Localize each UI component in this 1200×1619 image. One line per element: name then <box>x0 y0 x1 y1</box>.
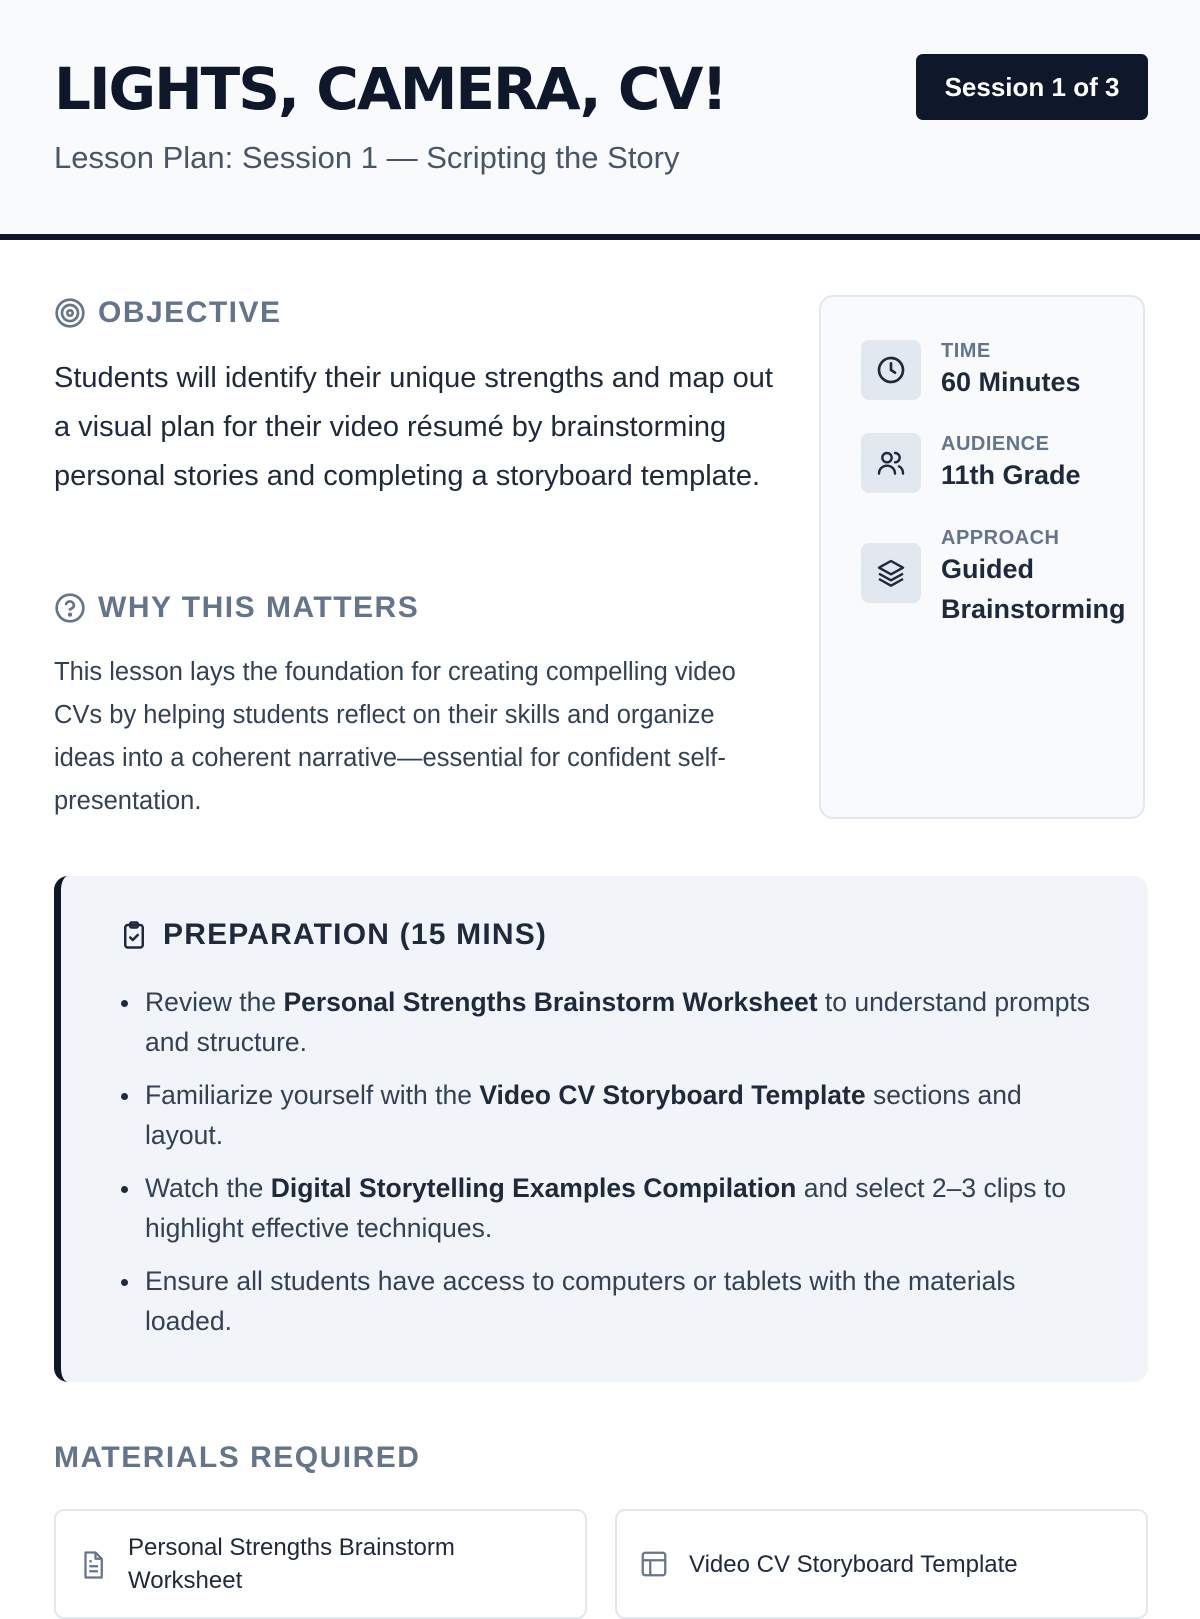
layout-icon <box>639 1549 669 1579</box>
material-label: Video CV Storyboard Template <box>689 1551 1018 1578</box>
list-item: Ensure all students have access to computers or tablets with the materials loaded. <box>145 1261 1095 1341</box>
info-approach-value: Guided Brainstorming <box>941 554 1126 624</box>
why-heading-label: WHY THIS MATTERS <box>98 591 420 624</box>
preparation-list <box>145 982 1095 1354</box>
session-badge: Session 1 of 3 <box>916 54 1148 120</box>
document-icon <box>78 1549 108 1581</box>
layers-icon <box>861 543 921 603</box>
target-icon <box>54 297 86 329</box>
page-subtitle: Lesson Plan: Session 1 — Scripting the Story <box>54 140 680 175</box>
material-card-worksheet[interactable] <box>54 1509 587 1619</box>
clock-icon <box>861 340 921 400</box>
clipboard-check-icon <box>119 919 149 951</box>
objective-heading <box>54 296 282 330</box>
preparation-heading <box>119 918 547 952</box>
material-card-storyboard[interactable] <box>615 1509 1148 1619</box>
help-circle-icon <box>54 592 86 624</box>
objective-heading-label: OBJECTIVE <box>98 296 282 329</box>
info-time-value: 60 Minutes <box>941 367 1081 397</box>
info-card <box>819 295 1145 819</box>
material-label: Personal Strengths Brainstorm Worksheet <box>128 1534 455 1594</box>
page-title: LIGHTS, CAMERA, CV! <box>54 55 726 123</box>
list-item: Review the Personal Strengths Brainstorm Worksheet to understand prompts and structure. <box>145 982 1095 1062</box>
preparation-section <box>54 876 1148 1382</box>
objective-text: Students will identify their unique strengths and map out a visual plan for their video résumé by brainstorming personal stories and completing a storyboard template. <box>54 362 773 492</box>
info-audience-value: 11th Grade <box>941 460 1081 490</box>
info-time-label: TIME <box>941 340 991 362</box>
list-item: Familiarize yourself with the Video CV Storyboard Template sections and layout. <box>145 1075 1095 1155</box>
list-item: Watch the Digital Storytelling Examples Compilation and select 2–3 clips to highlight effective techniques. <box>145 1168 1095 1248</box>
preparation-heading-label: PREPARATION (15 MINS) <box>163 918 548 951</box>
materials-heading: MATERIALS REQUIRED <box>54 1441 421 1474</box>
page-header <box>0 0 1200 240</box>
users-icon <box>861 433 921 493</box>
why-heading <box>54 591 419 625</box>
info-audience-label: AUDIENCE <box>941 433 1050 455</box>
info-approach-label: APPROACH <box>941 527 1060 549</box>
why-text: This lesson lays the foundation for creating compelling video CVs by helping students reflect on their skills and organize ideas into a coherent narrative—essential for confident self-presentation. <box>54 658 736 815</box>
